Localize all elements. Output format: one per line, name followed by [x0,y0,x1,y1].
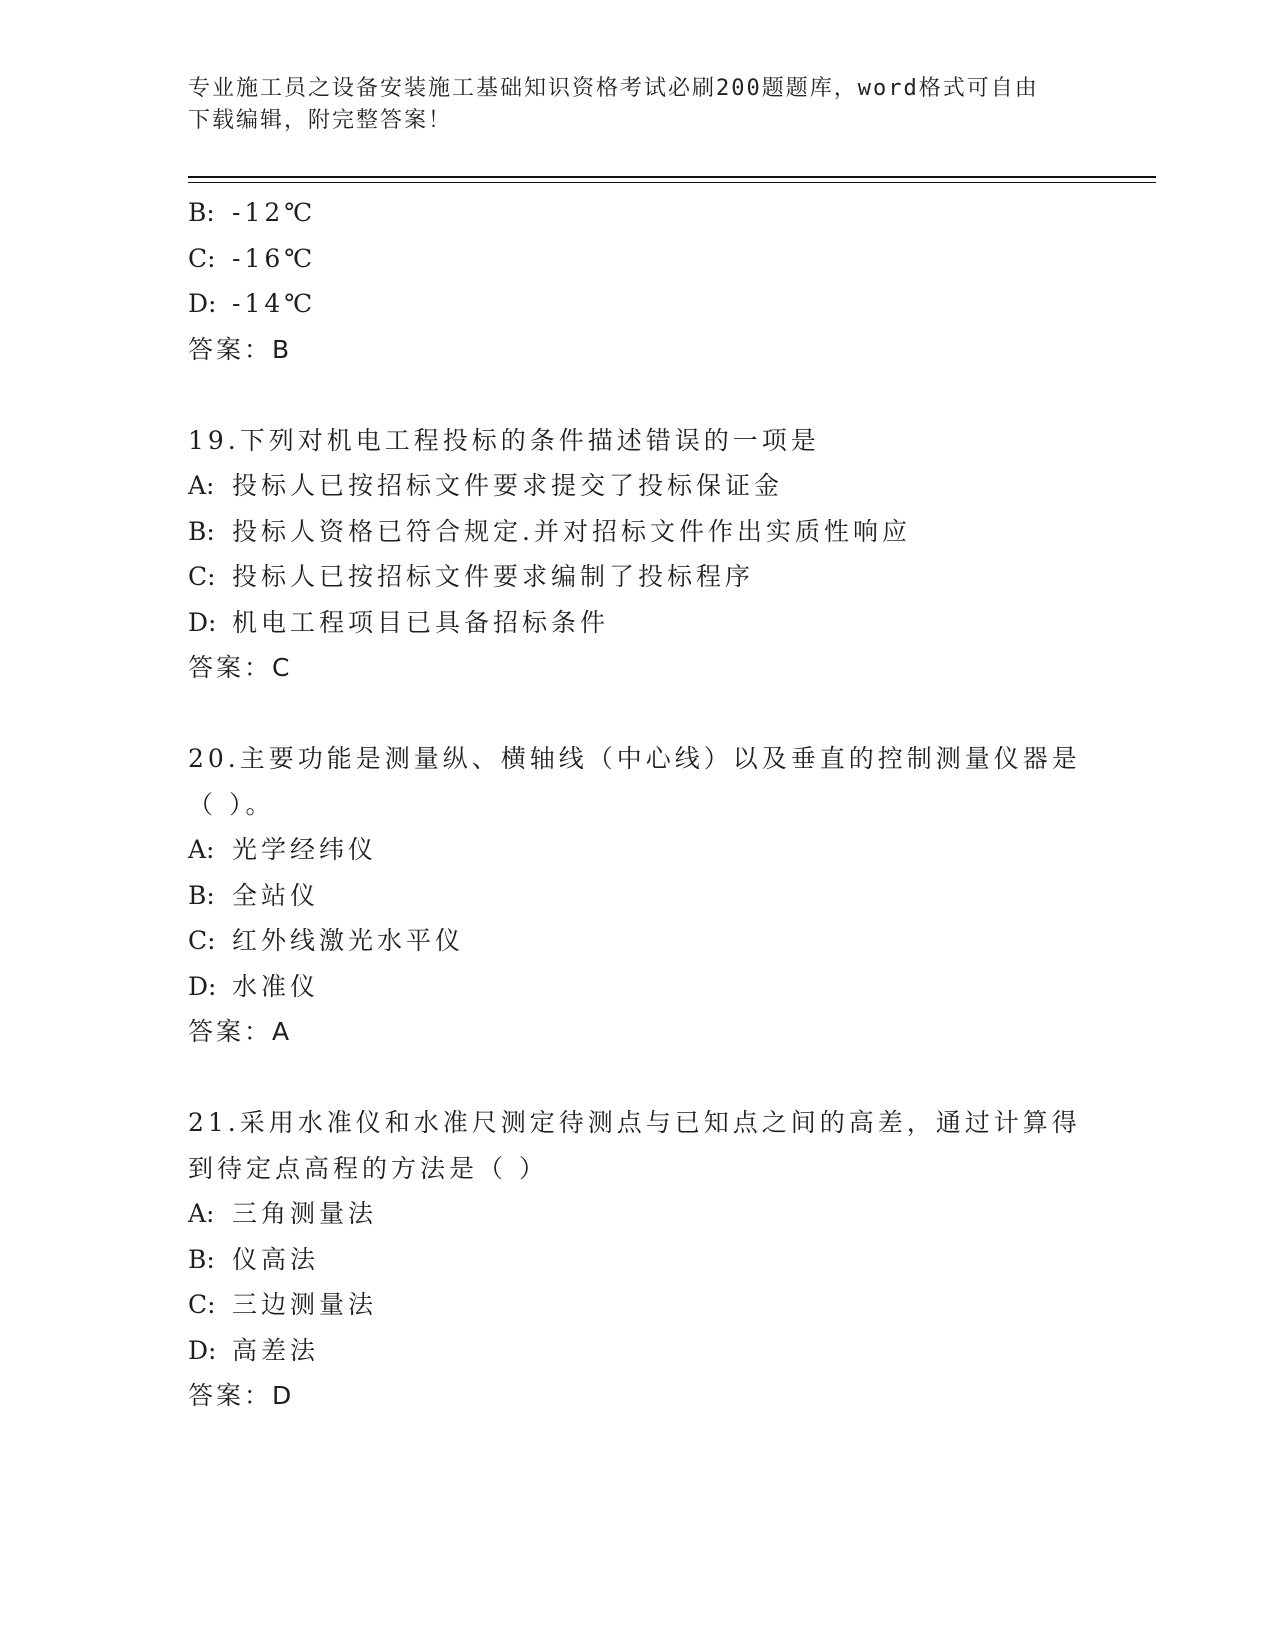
answer-line: 答案：B [188,334,293,364]
option-text: 高差法 [232,1335,320,1365]
option-c [188,554,1088,600]
option-c [188,236,1088,282]
option-text: 投标人资格已符合规定.并对招标文件作出实质性响应 [232,516,911,546]
option-c [188,918,1088,964]
option-b [188,1237,1088,1283]
question-19 [188,418,1088,691]
header-rule-thick [188,176,1156,178]
option-d [188,1328,1088,1374]
option-a [188,1191,1088,1237]
answer-line: 答案：D [188,1381,295,1410]
option-d [188,281,1088,327]
option-letter: C: [188,926,216,955]
option-text: 三边测量法 [232,1290,378,1319]
option-b [188,509,1088,555]
option-text: 投标人已按招标文件要求编制了投标程序 [232,562,755,591]
option-letter: A: [188,1199,215,1228]
option-letter: C: [188,243,216,273]
document-header [188,73,1088,137]
answer-line: 答案：C [188,653,293,682]
option-c [188,1282,1088,1328]
question-stem-continued: 到待定点高程的方法是（ ） [188,1153,548,1183]
option-a [188,463,1088,509]
option-text: 水准仪 [232,971,320,1001]
option-letter: D: [188,607,217,637]
option-text: -14℃ [232,289,317,318]
option-letter: C: [188,562,216,591]
header-line-1: 专业施工员之设备安装施工基础知识资格考试必刷200题题库，word格式可自由 [188,76,1039,101]
question-stem: 21.采用水准仪和水准尺测定待测点与已知点之间的高差，通过计算得 [188,1108,1081,1137]
option-letter: B: [188,880,215,910]
header-rule-thin [188,182,1156,183]
option-b [188,873,1088,919]
question-stem-continued: （ ）。 [188,789,275,819]
option-letter: D: [188,289,217,318]
option-letter: B: [188,198,215,227]
option-d [188,600,1088,646]
spacer [188,1055,1088,1101]
option-d [188,964,1088,1010]
option-letter: D: [188,971,217,1001]
spacer [188,691,1088,737]
option-b [188,190,1088,236]
option-text: 机电工程项目已具备招标条件 [232,607,610,637]
question-20 [188,736,1088,1055]
header-line-2: 下载编辑，附完整答案！ [188,108,453,133]
option-letter: D: [188,1335,217,1365]
question-stem: 20.主要功能是测量纵、横轴线（中心线）以及垂直的控制测量仪器是 [188,744,1081,773]
option-text: 仪高法 [232,1244,320,1274]
question-21 [188,1100,1088,1419]
question-stem: 19.下列对机电工程投标的条件描述错误的一项是 [188,425,820,455]
prev-question [188,190,1088,372]
option-text: -12℃ [232,198,317,227]
option-text: 三角测量法 [232,1199,378,1228]
option-text: -16℃ [232,243,317,273]
option-text: 光学经纬仪 [232,835,378,864]
option-text: 投标人已按招标文件要求提交了投标保证金 [232,471,784,500]
option-letter: A: [188,471,215,500]
option-a [188,827,1088,873]
option-letter: B: [188,1244,215,1274]
option-text: 全站仪 [232,880,320,910]
option-letter: B: [188,516,215,546]
option-letter: C: [188,1290,216,1319]
option-text: 红外线激光水平仪 [232,926,465,955]
answer-line: 答案：A [188,1017,293,1046]
spacer [188,372,1088,418]
question-list [188,190,1088,1419]
option-letter: A: [188,835,215,864]
